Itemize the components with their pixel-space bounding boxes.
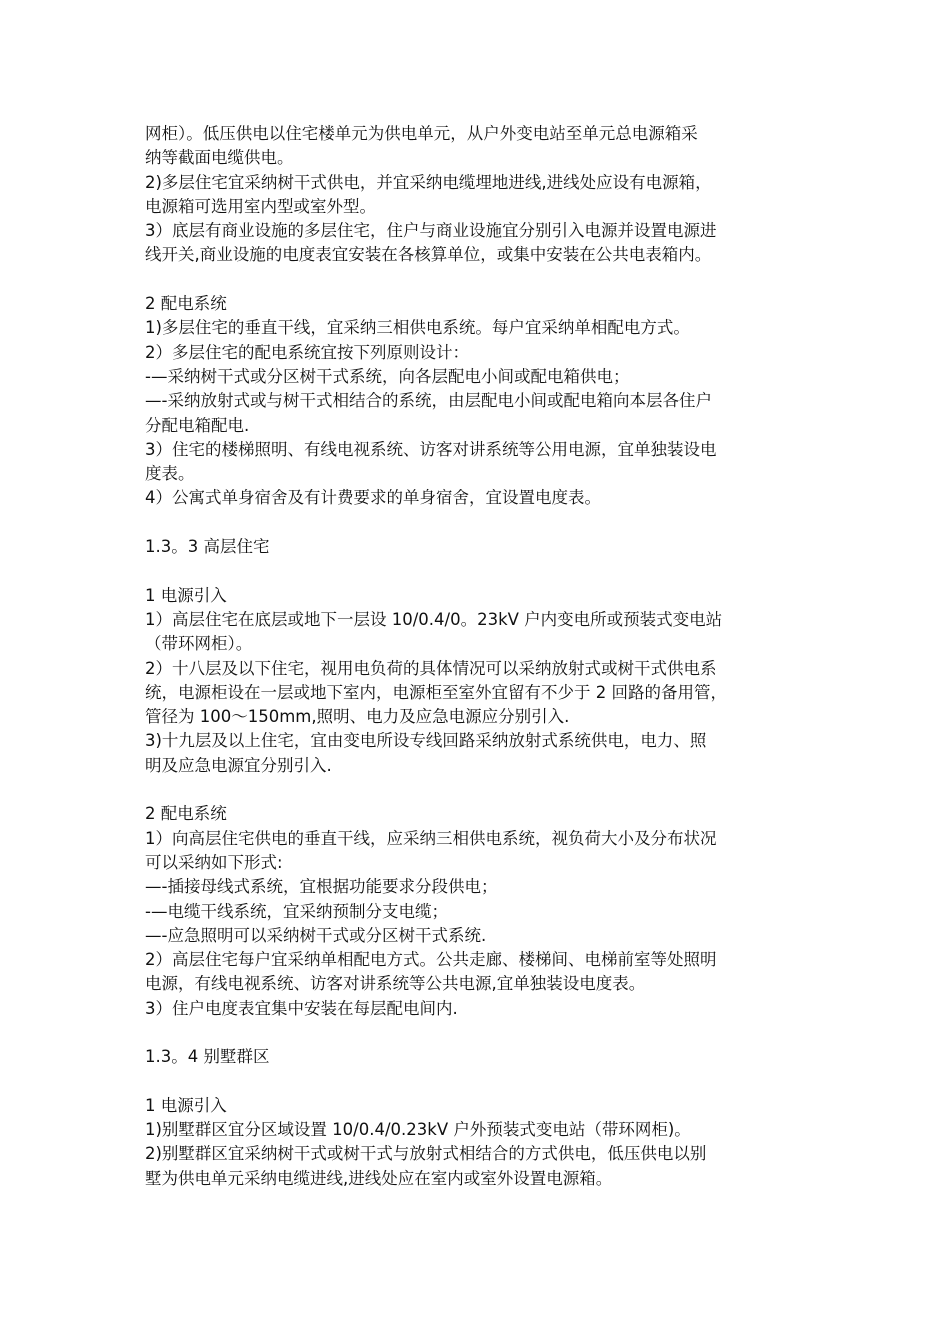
text-line: 1)别墅群区宜分区域设置 10/0.4/0.23kV 户外预装式变电站（带环网柜)。: [145, 1120, 691, 1140]
text-line: 3)十九层及以上住宅，宜由变电所设专线回路采纳放射式系统供电，电力、照: [145, 731, 707, 751]
text-line: 2）十八层及以下住宅，视用电负荷的具体情况可以采纳放射式或树干式供电系: [145, 658, 717, 678]
text-line: 分配电箱配电.: [145, 415, 250, 435]
text-line: 度表。: [145, 464, 195, 484]
text-line: 1.3。4 别墅群区: [145, 1047, 270, 1067]
text-line: 墅为供电单元采纳电缆进线,进线处应在室内或室外设置电源箱。: [145, 1168, 613, 1188]
text-line: 2 配电系统: [145, 804, 227, 824]
text-line: 3）住户电度表宜集中安装在每层配电间内.: [145, 998, 458, 1018]
text-line: —-插接母线式系统，宜根据功能要求分段供电；: [145, 877, 498, 897]
document-body: [145, 122, 850, 1191]
blank-line: [145, 1070, 850, 1094]
text-line: 2)多层住宅宜采纳树干式供电，并宜采纳电缆埋地进线,进线处应设有电源箱，: [145, 172, 712, 192]
text-line: 线开关,商业设施的电度表宜安装在各核算单位，或集中安装在公共电表箱内。: [145, 245, 712, 265]
text-line: 1.3。3 高层住宅: [145, 537, 270, 557]
text-line: 明及应急电源宜分别引入.: [145, 755, 332, 775]
blank-line: [145, 511, 850, 535]
text-line: 纳等截面电缆供电。: [145, 148, 294, 168]
text-line: 3）住宅的楼梯照明、有线电视系统、访客对讲系统等公用电源，宜单独装设电: [145, 439, 717, 459]
text-line: 电源，有线电视系统、访客对讲系统等公共电源,宜单独装设电度表。: [145, 974, 646, 994]
text-line: 4）公寓式单身宿舍及有计费要求的单身宿舍，宜设置电度表。: [145, 488, 601, 508]
text-line: -—采纳树干式或分区树干式系统，向各层配电小间或配电箱供电；: [145, 366, 630, 386]
text-line: 2）高层住宅每户宜采纳单相配电方式。公共走廊、楼梯间、电梯前室等处照明: [145, 950, 717, 970]
text-line: 1）向高层住宅供电的垂直干线，应采纳三相供电系统，视负荷大小及分布状况: [145, 828, 717, 848]
blank-line: [145, 268, 850, 292]
text-line: 1 电源引入: [145, 1095, 227, 1115]
text-line: 管径为 100～150mm,照明、电力及应急电源应分别引入.: [145, 707, 570, 727]
text-line: 可以采纳如下形式:: [145, 852, 283, 872]
text-line: 1 电源引入: [145, 585, 227, 605]
blank-line: [145, 778, 850, 802]
text-line: 电源箱可选用室内型或室外型。: [145, 196, 376, 216]
text-line: 1)多层住宅的垂直干线，宜采纳三相供电系统。每户宜采纳单相配电方式。: [145, 318, 690, 338]
text-line: 2）多层住宅的配电系统宜按下列原则设计：: [145, 342, 469, 362]
text-line: —-应急照明可以采纳树干式或分区树干式系统.: [145, 925, 487, 945]
blank-line: [145, 559, 850, 583]
text-line: -—电缆干线系统，宜采纳预制分支电缆；: [145, 901, 448, 921]
text-line: 网柜）。低压供电以住宅楼单元为供电单元，从户外变电站至单元总电源箱采: [145, 124, 698, 143]
text-line: 2)别墅群区宜采纳树干式或树干式与放射式相结合的方式供电，低压供电以别: [145, 1144, 707, 1164]
text-line: 3）底层有商业设施的多层住宅，住户与商业设施宜分别引入电源并设置电源进: [145, 221, 717, 241]
blank-line: [145, 1021, 850, 1045]
text-line: 2 配电系统: [145, 294, 227, 314]
text-line: 统，电源柜设在一层或地下室内，电源柜至室外宜留有不少于 2 回路的备用管，: [145, 682, 727, 702]
text-line: —-采纳放射式或与树干式相结合的系统，由层配电小间或配电箱向本层各住户: [145, 391, 712, 411]
text-line: （带环网柜）。: [145, 634, 253, 654]
text-line: 1）高层住宅在底层或地下一层设 10/0.4/0。23kV 户内变电所或预装式变电站: [145, 609, 723, 629]
